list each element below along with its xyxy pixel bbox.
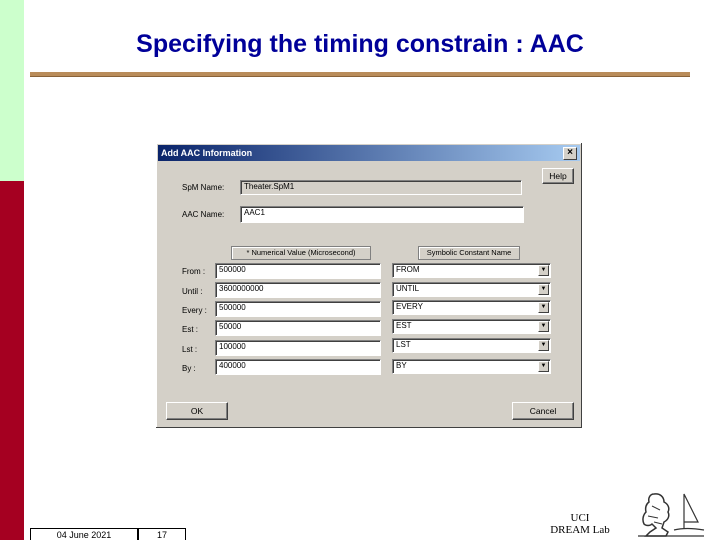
until-value-field[interactable]: 3600000000 — [215, 282, 381, 298]
from-symbol-combo[interactable] — [392, 263, 551, 278]
from-value-field[interactable]: 500000 — [215, 263, 381, 279]
est-value-field[interactable]: 50000 — [215, 320, 381, 336]
lab-line-1: UCI — [570, 512, 590, 524]
lst-symbol-combo[interactable] — [392, 338, 551, 353]
left-accent-green — [0, 0, 24, 181]
add-aac-dialog — [156, 143, 582, 428]
ok-button[interactable]: OK — [166, 402, 228, 420]
every-label: Every : — [182, 306, 207, 315]
by-label: By : — [182, 364, 196, 373]
chevron-down-icon[interactable]: ▼ — [538, 340, 549, 351]
dialog-title: Add AAC Information — [161, 148, 253, 158]
chevron-down-icon[interactable]: ▼ — [538, 321, 549, 332]
by-symbol-combo[interactable] — [392, 359, 551, 374]
page-number: 17 — [138, 528, 186, 540]
chevron-down-icon[interactable]: ▼ — [538, 284, 549, 295]
cancel-button[interactable]: Cancel — [512, 402, 574, 420]
chevron-down-icon[interactable]: ▼ — [538, 302, 549, 313]
title-underline — [30, 72, 690, 77]
thinker-logo-icon — [636, 488, 706, 540]
est-label: Est : — [182, 325, 199, 334]
close-icon[interactable]: × — [563, 147, 577, 160]
lst-symbol-value: LST — [396, 340, 411, 349]
lab-line-2: DREAM Lab — [550, 524, 610, 536]
every-symbol-value: EVERY — [396, 302, 423, 311]
from-label: From : — [182, 267, 206, 276]
aac-name-label: AAC Name: — [182, 210, 225, 219]
dialog-titlebar — [158, 145, 580, 161]
until-label: Until : — [182, 287, 203, 296]
footer-date: 04 June 2021 — [30, 528, 138, 540]
from-symbol-value: FROM — [396, 265, 420, 274]
by-value-field[interactable]: 400000 — [215, 359, 381, 375]
chevron-down-icon[interactable]: ▼ — [538, 361, 549, 372]
lst-label: Lst : — [182, 345, 198, 354]
symbolic-constant-header: Symbolic Constant Name — [418, 246, 520, 260]
spm-name-field[interactable]: Theater.SpM1 — [240, 180, 522, 195]
spm-name-label: SpM Name: — [182, 183, 225, 192]
lst-value-field[interactable]: 100000 — [215, 340, 381, 356]
slide-title: Specifying the timing constrain : AAC — [136, 30, 584, 58]
aac-name-field[interactable]: AAC1 — [240, 206, 524, 223]
est-symbol-value: EST — [396, 321, 412, 330]
left-accent-red — [0, 181, 24, 540]
every-symbol-combo[interactable] — [392, 300, 551, 315]
until-symbol-combo[interactable] — [392, 282, 551, 297]
by-symbol-value: BY — [396, 361, 407, 370]
help-button[interactable]: Help — [542, 168, 574, 184]
lab-name — [540, 512, 620, 536]
est-symbol-combo[interactable] — [392, 319, 551, 334]
every-value-field[interactable]: 500000 — [215, 301, 381, 317]
numeric-value-header: * Numerical Value (Microsecond) — [231, 246, 371, 260]
chevron-down-icon[interactable]: ▼ — [538, 265, 549, 276]
until-symbol-value: UNTIL — [396, 284, 420, 293]
